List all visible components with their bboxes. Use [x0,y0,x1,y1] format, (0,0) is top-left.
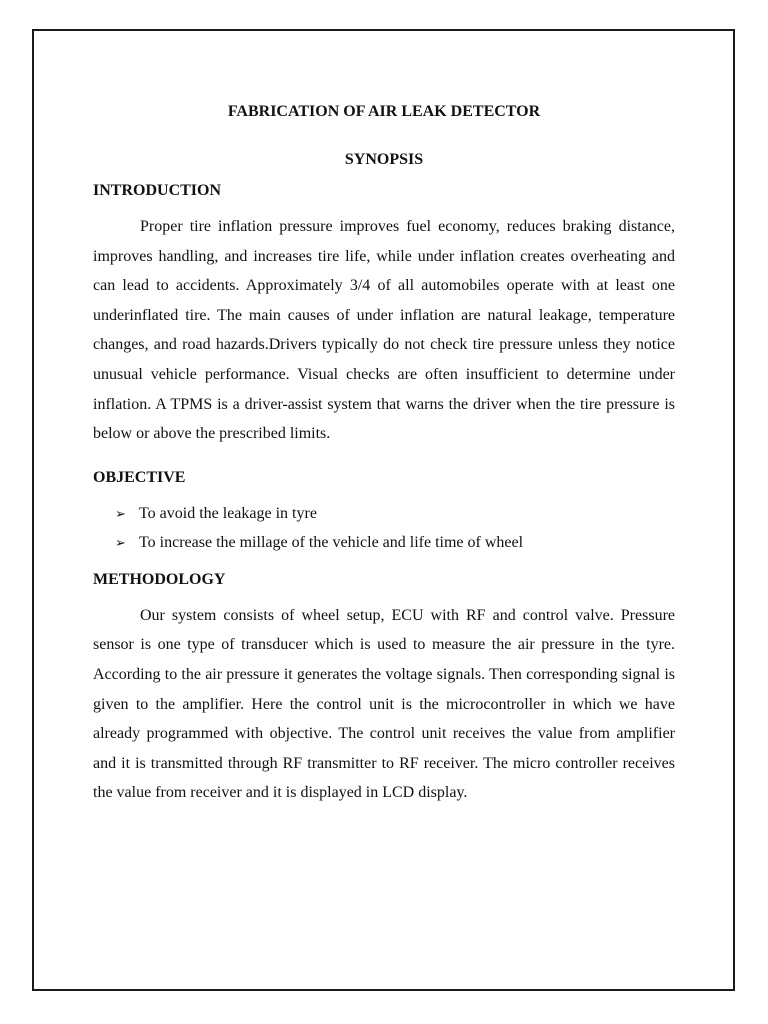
introduction-heading: INTRODUCTION [93,182,222,199]
arrow-bullet-icon: ➢ [115,534,126,550]
document-subtitle: SYNOPSIS [344,151,424,168]
objective-list [93,499,675,557]
list-item-text: To avoid the leakage in tyre [139,504,317,522]
methodology-paragraph: Our system consists of wheel setup, ECU with RF and control valve. Pressure sensor is one type of transducer which is used to measure the air pressure in the tyre. According to the air pressure it generates the voltage signals. Then corresponding signal is given to the amplifier. Here the control unit is the microcontroller in which we have already programmed with objective. The control unit receives the value from amplifier and it is transmitted through RF transmitter to RF receiver. The micro controller receives the value from receiver and it is displayed in LCD display. [93,606,675,802]
introduction-paragraph: Proper tire inflation pressure improves fuel economy, reduces braking distance, improves handling, and increases tire life, while under inflation creates overheating and can lead to accidents. Approximately 3/4 of all automobiles operate with at least one underinflated tire. The main causes of under inflation are natural leakage, temperature changes, and road hazards.Drivers typically do not check tire pressure unless they notice unusual vehicle performance. Visual checks are often insufficient to determine under inflation. A TPMS is a driver-assist system that warns the driver when the tire pressure is below or above the prescribed limits. [93,218,675,443]
document-body [93,100,675,826]
methodology-heading: METHODOLOGY [93,570,226,588]
objective-heading: OBJECTIVE [93,468,186,486]
list-item-text: To increase the millage of the vehicle and life time of wheel [139,533,524,551]
arrow-bullet-icon: ➢ [115,505,126,521]
list-item [93,528,675,557]
list-item [93,499,675,528]
document-title: FABRICATION OF AIR LEAK DETECTOR [227,103,541,120]
